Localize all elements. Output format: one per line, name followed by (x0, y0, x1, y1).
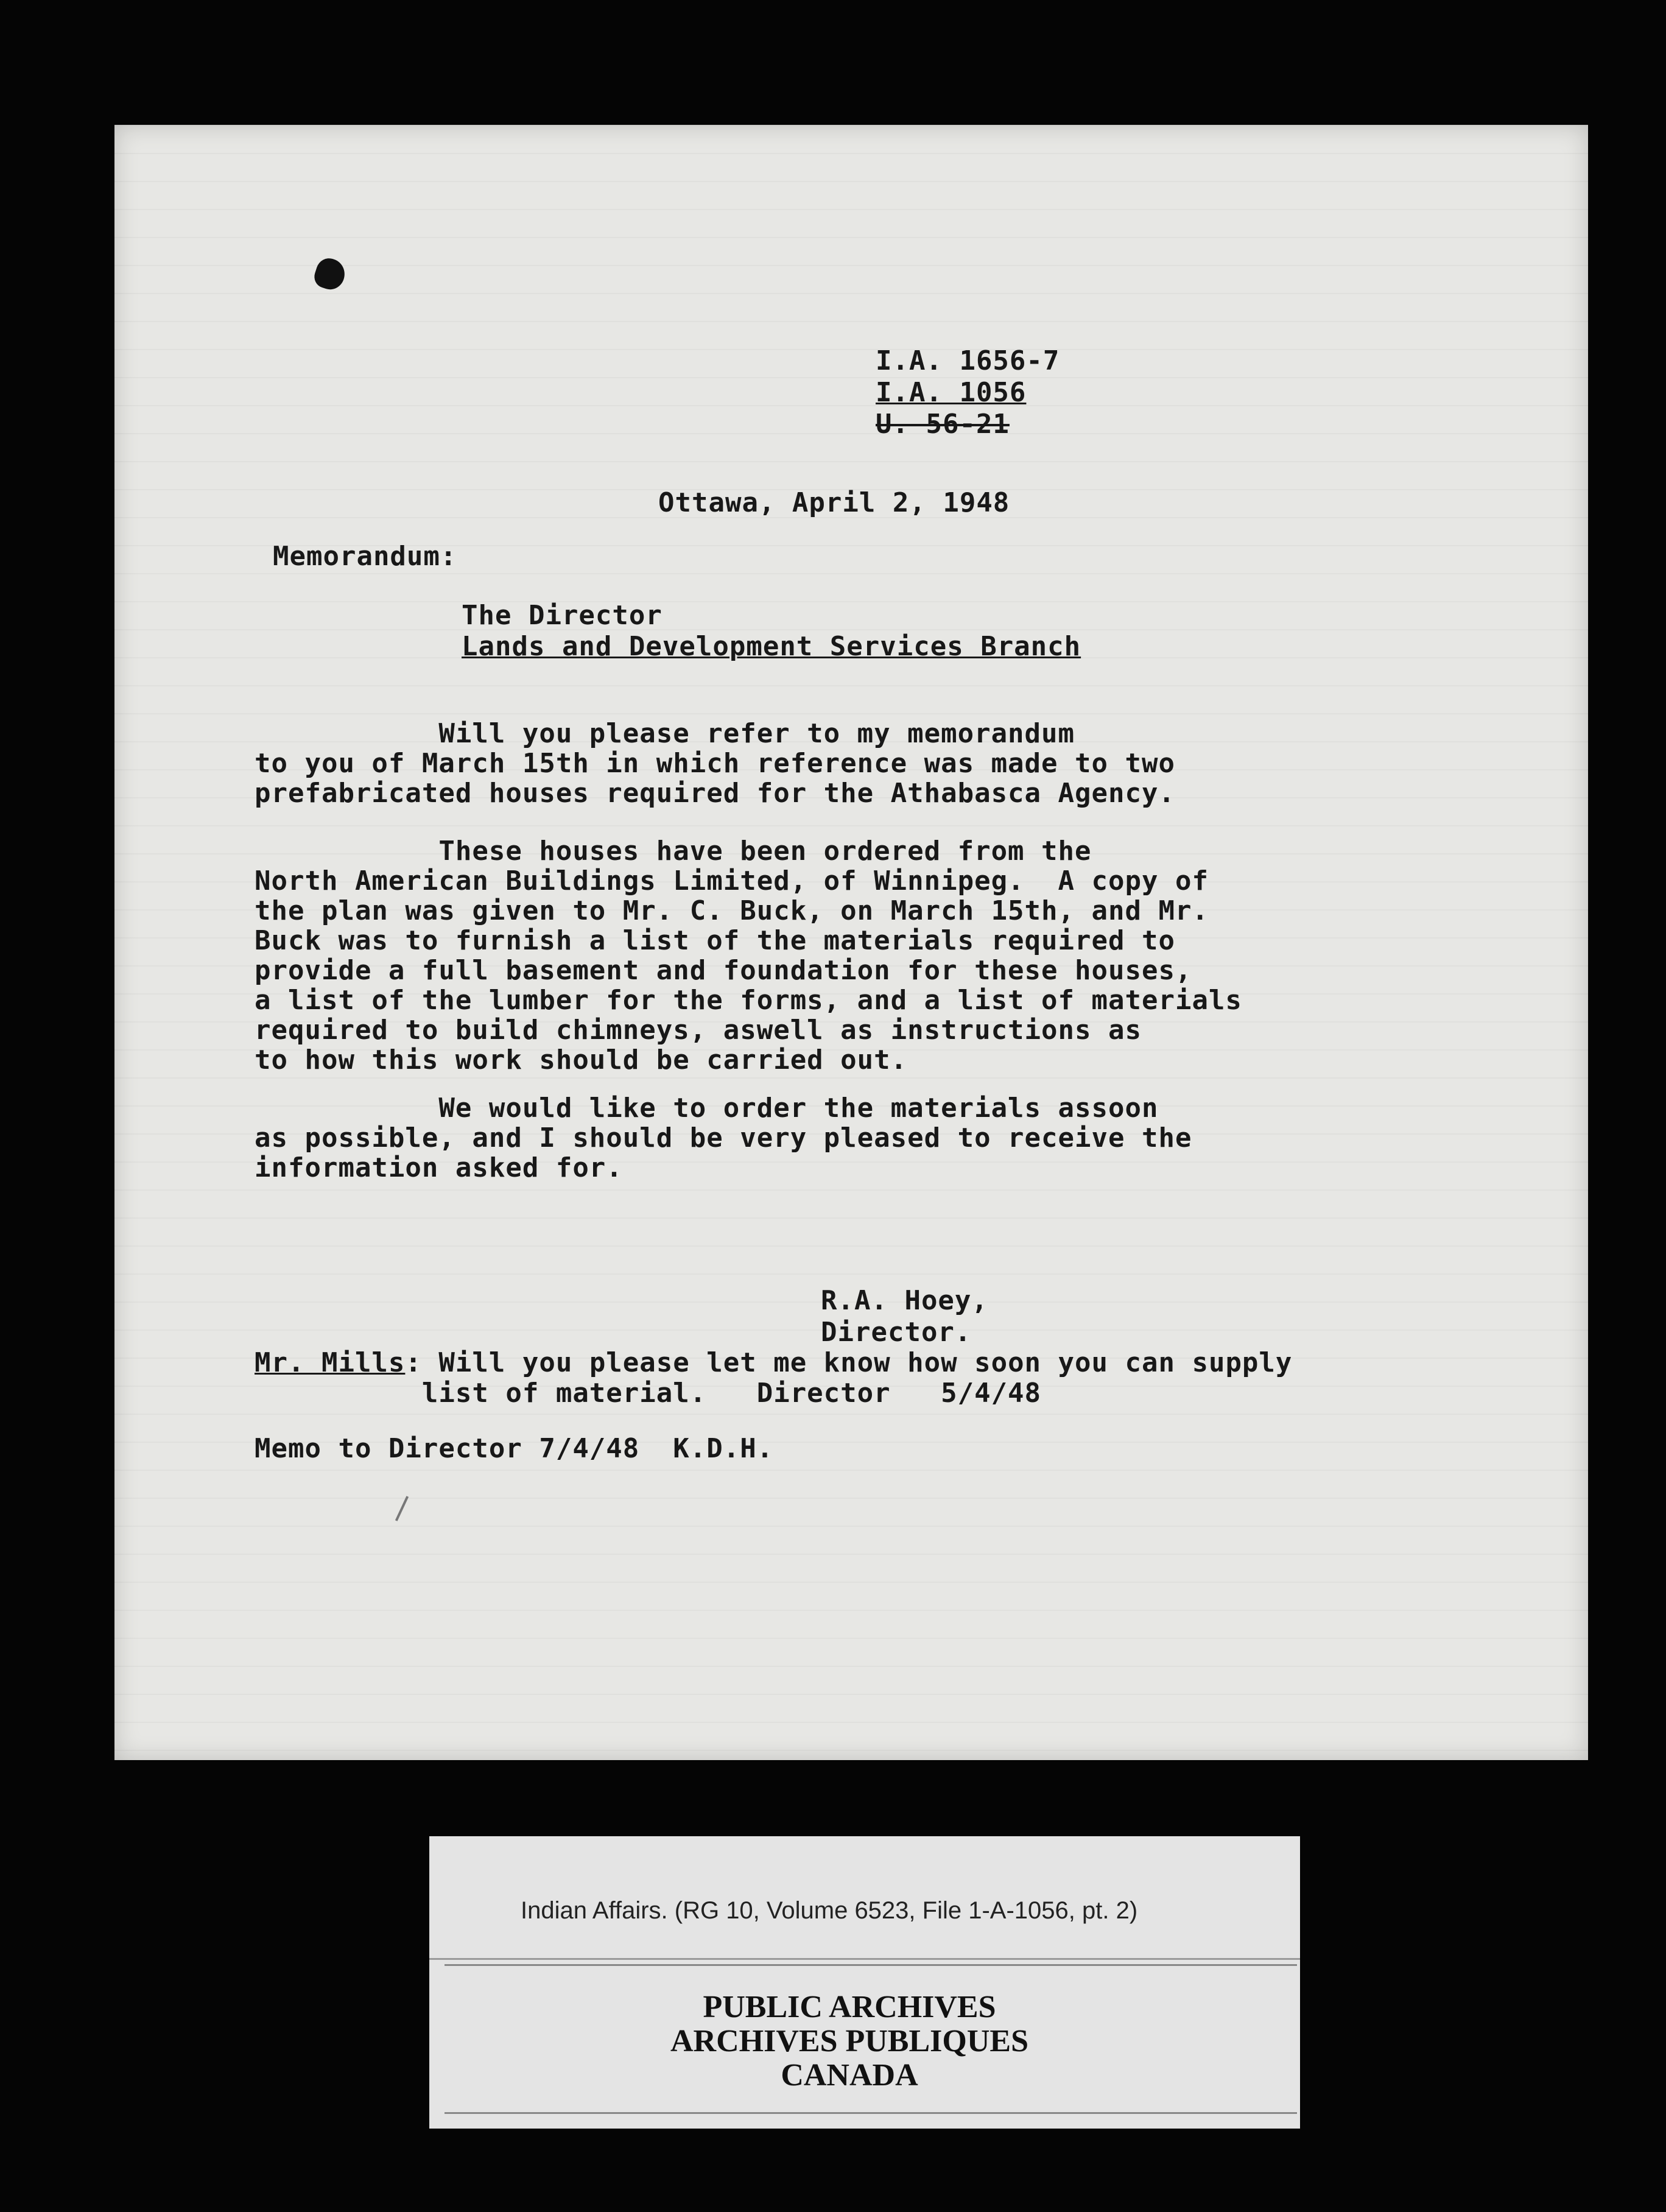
addressee-title: The Director (462, 600, 663, 631)
paragraph-2: These houses have been ordered from the North American Buildings Limited, of Winnipeg. A copy of the plan was given to Mr. C. Buck, on March 15th, and Mr. Buck was to furnish a list of the materials required to provide a full basement and foundation for these houses, a list of the lumber for the forms, and a list of materials required to build chimneys, aswell as instructions as to how this work should be carried out. (255, 836, 1242, 1076)
archives-line-3: CANADA (781, 2058, 918, 2093)
archive-citation: Indian Affairs. (RG 10, Volume 6523, File 1-A-1056, pt. 2) (521, 1897, 1138, 1924)
signature-block (821, 1285, 988, 1348)
note-line-2: list of material. Director 5/4/48 (255, 1378, 1042, 1409)
note-addressee: Mr. Mills (255, 1347, 406, 1378)
signature-name: R.A. Hoey, (821, 1285, 988, 1316)
stray-mark (395, 1496, 409, 1521)
archive-label-card (429, 1836, 1300, 2129)
hole-punch-mark (311, 255, 348, 293)
file-ref-2: I.A. 1056 (876, 377, 1027, 408)
file-ref-1: I.A. 1656-7 (876, 345, 1060, 376)
archives-line-1: PUBLIC ARCHIVES (703, 1990, 996, 2024)
paragraph-3: We would like to order the materials assoon as possible, and I should be very pleased to receive the information asked for. (255, 1093, 1192, 1183)
archives-stamp (445, 1964, 1297, 2114)
handwritten-note (255, 1348, 1292, 1409)
addressee-branch: Lands and Development Services Branch (462, 631, 1081, 662)
file-ref-3: U. 56-21 (876, 409, 1010, 440)
memo-to-director: Memo to Director 7/4/48 K.D.H. (255, 1433, 774, 1464)
note-line-1: : Will you please let me know how soon you can supply (405, 1347, 1293, 1378)
file-references (876, 345, 1060, 440)
paragraph-1: Will you please refer to my memorandum to you of March 15th in which reference was made to two prefabricated houses required for the Athabasca Agency. (255, 718, 1175, 809)
memo-page (114, 125, 1588, 1760)
signature-title: Director. (821, 1317, 972, 1348)
citation-panel (429, 1836, 1300, 1960)
memorandum-label: Memorandum: (273, 541, 457, 572)
archives-line-2: ARCHIVES PUBLIQUES (670, 2024, 1029, 2059)
dateline: Ottawa, April 2, 1948 (658, 487, 1010, 518)
